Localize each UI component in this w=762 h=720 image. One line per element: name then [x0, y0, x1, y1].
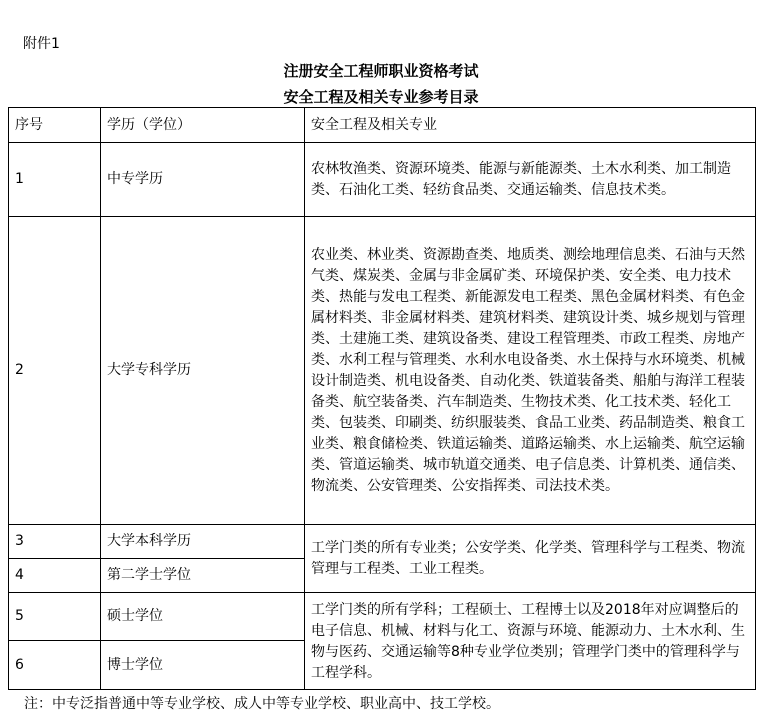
row-degree: 第二学士学位: [101, 559, 305, 593]
row-no: 4: [9, 559, 101, 593]
header-no: 序号: [9, 108, 101, 143]
major-catalog-table: [8, 107, 756, 690]
table-header-row: [9, 108, 756, 143]
attachment-label: 附件1: [23, 36, 60, 52]
row-no: 6: [9, 641, 101, 690]
row-no: 2: [9, 217, 101, 525]
header-majors: 安全工程及相关专业: [305, 108, 756, 143]
document-subtitle: 安全工程及相关专业参考目录: [283, 88, 479, 106]
table-row: [9, 143, 756, 217]
document-title: 注册安全工程师职业资格考试: [283, 62, 479, 80]
row-majors: 工学门类的所有专业类；公安学类、化学类、管理科学与工程类、物流管理与工程类、工业工程类。: [305, 525, 756, 593]
row-majors: 农林牧渔类、资源环境类、能源与新能源类、土木水利类、加工制造类、石油化工类、轻纺食品类、交通运输类、信息技术类。: [305, 143, 756, 217]
header-degree: 学历（学位）: [101, 108, 305, 143]
row-degree: 中专学历: [101, 143, 305, 217]
table-row: [9, 593, 756, 641]
row-majors: 农业类、林业类、资源勘查类、地质类、测绘地理信息类、石油与天然气类、煤炭类、金属与非金属矿类、环境保护类、安全类、电力技术类、热能与发电工程类、新能源发电工程类、黑色金属材料类、有色金属材料类、非金属材料类、建筑材料类、建筑设计类、城乡规划与管理类、土建施工类、建筑设备类、建设工程管理类、市政工程类、房地产类、水利工程与管理类、水利水电设备类、水土保持与水环境类、机械设计制造类、机电设备类、自动化类、铁道装备类、船舶与海洋工程装备类、航空装备类、汽车制造类、生物技术类、化工技术类、轻化工类、包装类、印刷类、纺织服装类、食品工业类、药品制造类、粮食工业类、粮食储检类、铁道运输类、道路运输类、水上运输类、航空运输类、管道运输类、城市轨道交通类、电子信息类、计算机类、通信类、物流类、公安管理类、公安指挥类、司法技术类。: [305, 217, 756, 525]
row-majors: 工学门类的所有学科；工程硕士、工程博士以及2018年对应调整后的电子信息、机械、材料与化工、资源与环境、能源动力、土木水利、生物与医药、交通运输等8种专业学位类别；管理学门类中的管理科学与工程学科。: [305, 593, 756, 690]
row-degree: 博士学位: [101, 641, 305, 690]
table-row: [9, 525, 756, 559]
row-degree: 硕士学位: [101, 593, 305, 641]
row-no: 3: [9, 525, 101, 559]
footnote: 注：中专泛指普通中等专业学校、成人中等专业学校、职业高中、技工学校。: [24, 696, 500, 712]
table-row: [9, 217, 756, 525]
row-no: 1: [9, 143, 101, 217]
row-no: 5: [9, 593, 101, 641]
row-degree: 大学专科学历: [101, 217, 305, 525]
row-degree: 大学本科学历: [101, 525, 305, 559]
